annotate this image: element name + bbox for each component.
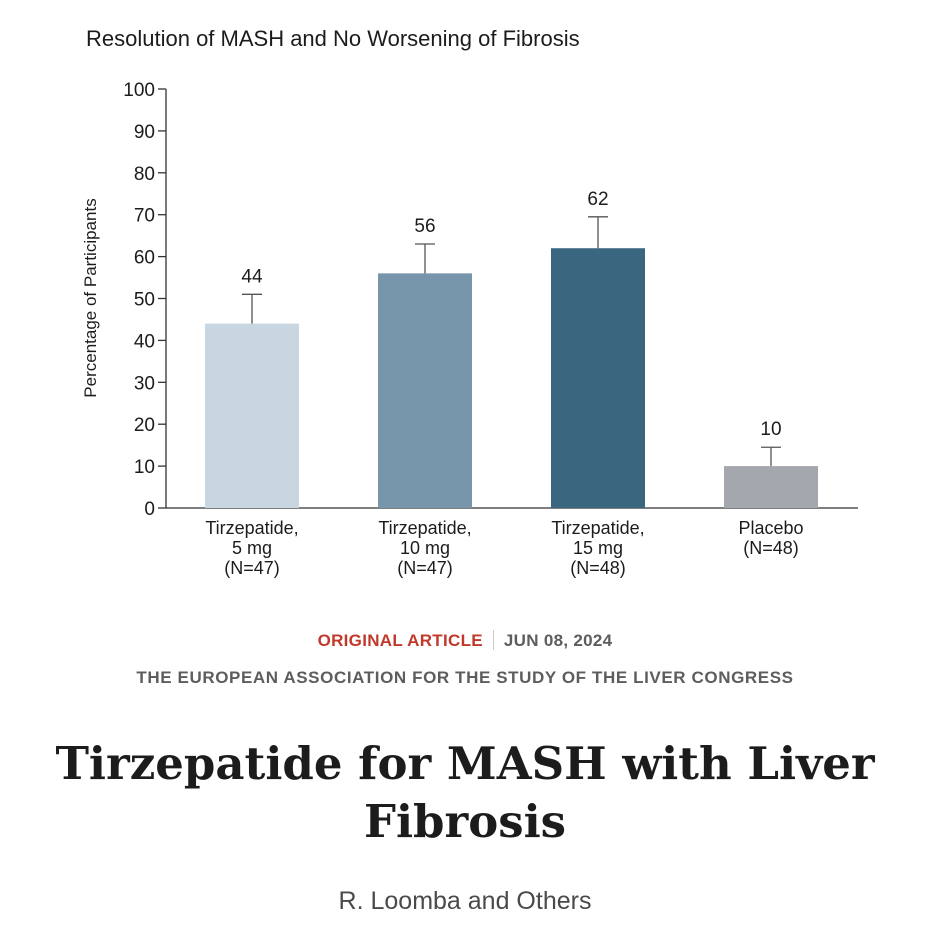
x-tick-label: Tirzepatide,: [551, 518, 645, 538]
x-tick-label: Placebo: [738, 518, 804, 538]
x-tick-label: Tirzepatide,: [205, 518, 299, 538]
data-label: 10: [760, 419, 782, 441]
x-tick-label: (N=48): [743, 538, 799, 558]
x-tick-label: (N=47): [224, 558, 280, 578]
publication-date: JUN 08, 2024: [503, 631, 613, 650]
y-tick-label: 90: [133, 121, 155, 143]
x-tick-label: 10 mg: [399, 538, 451, 558]
y-tick-label: 100: [123, 80, 155, 101]
y-tick-label: 50: [133, 289, 155, 311]
y-tick-label: 20: [133, 415, 155, 437]
article-meta: [0, 630, 930, 651]
y-tick-label: 80: [133, 163, 155, 185]
article-title[interactable]: Tirzepatide for MASH with Liver Fibrosis: [55, 737, 875, 848]
article-type-label[interactable]: ORIGINAL ARTICLE: [317, 631, 483, 650]
bar: [378, 273, 472, 508]
y-tick-label: 60: [133, 247, 155, 269]
y-tick-label: 0: [144, 499, 155, 520]
x-tick-label: (N=48): [570, 558, 626, 578]
y-tick-label: 40: [133, 331, 155, 353]
article-authors: R. Loomba and Others: [338, 887, 592, 915]
x-tick-label: 15 mg: [572, 538, 624, 558]
data-label: 44: [241, 266, 263, 288]
bar: [551, 248, 645, 508]
y-axis-label: Percentage of Participants: [81, 198, 100, 398]
bar: [724, 466, 818, 508]
y-tick-label: 10: [133, 457, 155, 479]
data-label: 62: [587, 188, 609, 210]
y-tick-label: 30: [133, 373, 155, 395]
x-tick-label: Tirzepatide,: [378, 518, 472, 538]
x-tick-label: 5 mg: [231, 538, 273, 558]
congress-label: THE EUROPEAN ASSOCIATION FOR THE STUDY OF THE LIVER CONGRESS: [136, 668, 794, 687]
bar: [205, 324, 299, 508]
x-tick-label: (N=47): [397, 558, 453, 578]
data-label: 56: [414, 216, 436, 238]
meta-separator: [493, 630, 494, 650]
chart-title: Resolution of MASH and No Worsening of Fibrosis: [86, 26, 580, 51]
y-tick-label: 70: [133, 205, 155, 227]
